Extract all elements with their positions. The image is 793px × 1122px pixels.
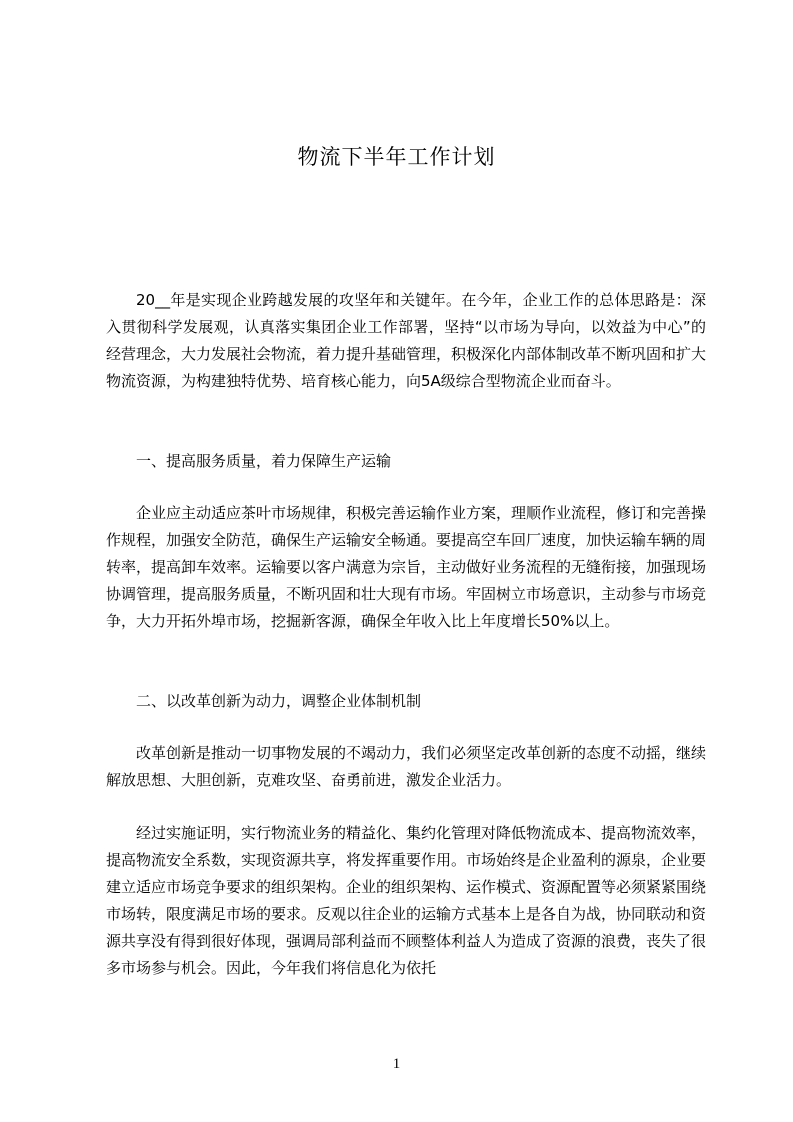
- intro-paragraph: [106, 287, 706, 395]
- section-2-paragraph-2-text: 经过实施证明，实行物流业务的精益化、集约化管理对降低物流成本、提高物流效率，提高物流安全系数，实现资源共享，将发挥重要作用。市场始终是企业盈利的源泉，企业要建立适应市场竞争要求的组织架构。企业的组织架构、运作模式、资源配置等必须紧紧围绕市场转，限度满足市场的要求。反观以往企业的运输方式基本上是各自为战，协同联动和资源共享没有得到很好体现，强调局部利益而不顾整体利益人为造成了资源的浪费，丧失了很多市场参与机会。因此，今年我们将信息化为依托: [106, 824, 707, 977]
- document-title: 物流下半年工作计划: [297, 145, 496, 169]
- section-1-heading: 一、提高服务质量，着力保障生产运输: [136, 452, 392, 470]
- page-number: 1: [392, 1056, 401, 1072]
- section-2-paragraph-2: [106, 820, 706, 982]
- section-2-paragraph-1-text: 改革创新是推动一切事物发展的不竭动力，我们必须坚定改革创新的态度不动摇，继续解放思想、大胆创新，克难攻坚、奋勇前进，激发企业活力。: [106, 744, 707, 789]
- section-1-paragraph: [106, 500, 706, 635]
- section-1-paragraph-text: 企业应主动适应茶叶市场规律，积极完善运输作业方案，理顺作业流程，修订和完善操作规程，加强安全防范，确保生产运输安全畅通。要提高空车回厂速度，加快运输车辆的周转率，提高卸车效率。运输要以客户满意为宗旨，主动做好业务流程的无缝衔接，加强现场协调管理，提高服务质量，不断巩固和壮大现有市场。牢固树立市场意识，主动参与市场竞争，大力开拓外埠市场，挖掘新客源，确保全年收入比上年度增长50%以上。: [106, 504, 707, 630]
- section-2-paragraph-1: [106, 740, 706, 794]
- section-2-heading: 二、以改革创新为动力，调整企业体制机制: [136, 692, 422, 710]
- intro-paragraph-text: 20__年是实现企业跨越发展的攻坚年和关键年。在今年，企业工作的总体思路是：深入贯彻科学发展观，认真落实集团企业工作部署，坚持“以市场为导向，以效益为中心”的经营理念，大力发展社会物流，着力提升基础管理，积极深化内部体制改革不断巩固和扩大物流资源，为构建独特优势、培育核心能力，向5A级综合型物流企业而奋斗。: [106, 291, 707, 390]
